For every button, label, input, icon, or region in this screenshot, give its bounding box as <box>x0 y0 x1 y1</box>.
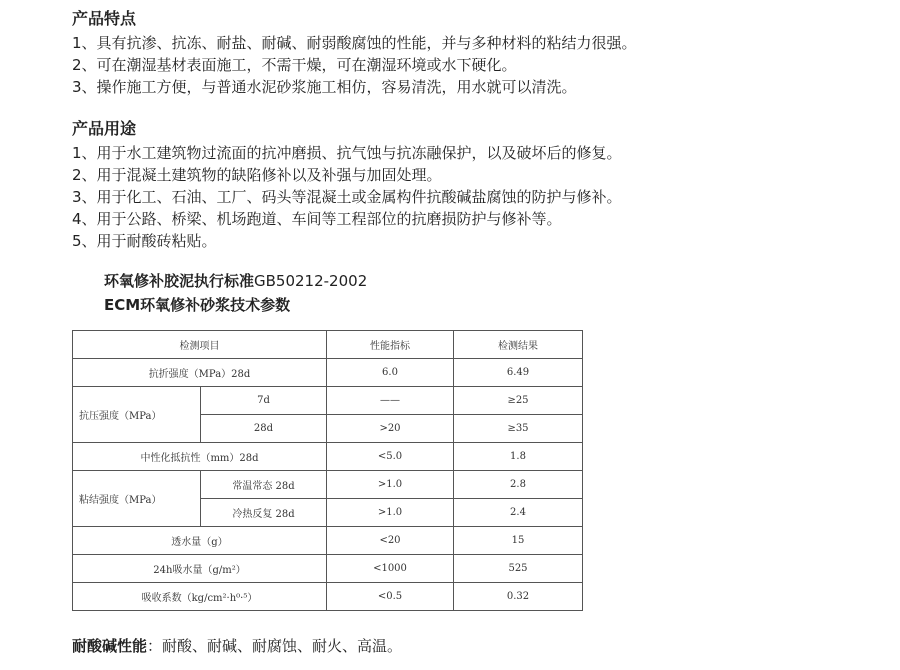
table-row <box>73 583 583 611</box>
use-item-1: 1、用于水工建筑物过流面的抗冲磨损、抗气蚀与抗冻融保护，以及破坏后的修复。 <box>72 144 622 162</box>
feature-item-3: 3、操作施工方便，与普通水泥砂浆施工相仿，容易清洗，用水就可以清洗。 <box>72 78 577 96</box>
row-result: 15 <box>454 527 583 555</box>
standard-title <box>104 270 367 291</box>
row-spec: >1.0 <box>327 471 454 499</box>
table-row <box>73 555 583 583</box>
header-result: 检测结果 <box>454 331 583 359</box>
features-title: 产品特点 <box>72 9 137 28</box>
table-row <box>73 359 583 387</box>
row-spec: 6.0 <box>327 359 454 387</box>
row-result: ≥35 <box>454 415 583 443</box>
row-spec: >1.0 <box>327 499 454 527</box>
table-header-row <box>73 331 583 359</box>
use-item-4: 4、用于公路、桥梁、机场跑道、车间等工程部位的抗磨损防护与修补等。 <box>72 210 562 228</box>
resistance-label: 耐酸碱性能 <box>72 637 148 655</box>
row-spec: <20 <box>327 527 454 555</box>
row-item: 抗折强度（MPa）28d <box>73 359 327 387</box>
row-result: ≥25 <box>454 387 583 415</box>
feature-item-1: 1、具有抗渗、抗冻、耐盐、耐碱、耐弱酸腐蚀的性能，并与多种材料的粘结力很强。 <box>72 34 637 52</box>
row-result: 0.32 <box>454 583 583 611</box>
row-spec: <1000 <box>327 555 454 583</box>
row-subitem: 冷热反复 28d <box>201 499 327 527</box>
row-spec: <5.0 <box>327 443 454 471</box>
row-item: 抗压强度（MPa） <box>73 387 201 443</box>
uses-title: 产品用途 <box>72 119 137 138</box>
row-spec: —— <box>327 387 454 415</box>
row-item: 吸收系数（kg/cm²·h⁰·⁵） <box>73 583 327 611</box>
use-item-3: 3、用于化工、石油、工厂、码头等混凝土或金属构件抗酸碱盐腐蚀的防护与修补。 <box>72 188 622 206</box>
header-spec: 性能指标 <box>327 331 454 359</box>
row-item: 24h吸水量（g/m²） <box>73 555 327 583</box>
header-item: 检测项目 <box>73 331 327 359</box>
use-item-2: 2、用于混凝土建筑物的缺陷修补以及补强与加固处理。 <box>72 166 442 184</box>
row-result: 2.4 <box>454 499 583 527</box>
table-row <box>73 527 583 555</box>
row-subitem: 28d <box>201 415 327 443</box>
row-subitem: 7d <box>201 387 327 415</box>
spec-table <box>72 330 583 611</box>
row-spec: <0.5 <box>327 583 454 611</box>
row-spec: >20 <box>327 415 454 443</box>
row-result: 6.49 <box>454 359 583 387</box>
standard-code: GB50212-2002 <box>254 272 368 290</box>
row-item: 中性化抵抗性（mm）28d <box>73 443 327 471</box>
resistance-text: ：耐酸、耐碱、耐腐蚀、耐火、高温。 <box>147 637 403 655</box>
row-subitem: 常温常态 28d <box>201 471 327 499</box>
resistance-line <box>72 635 402 656</box>
spec-table-wrap <box>72 330 582 610</box>
row-result: 2.8 <box>454 471 583 499</box>
row-item: 粘结强度（MPa） <box>73 471 201 527</box>
row-item: 透水量（g） <box>73 527 327 555</box>
use-item-5: 5、用于耐酸砖粘贴。 <box>72 232 217 250</box>
row-result: 1.8 <box>454 443 583 471</box>
table-row <box>73 387 583 415</box>
row-result: 525 <box>454 555 583 583</box>
table-row <box>73 471 583 499</box>
feature-item-2: 2、可在潮湿基材表面施工，不需干燥，可在潮湿环境或水下硬化。 <box>72 56 517 74</box>
standard-subtitle: ECM环氧修补砂浆技术参数 <box>104 296 291 314</box>
standard-title-text: 环氧修补胶泥执行标准 <box>104 272 255 290</box>
table-row <box>73 443 583 471</box>
